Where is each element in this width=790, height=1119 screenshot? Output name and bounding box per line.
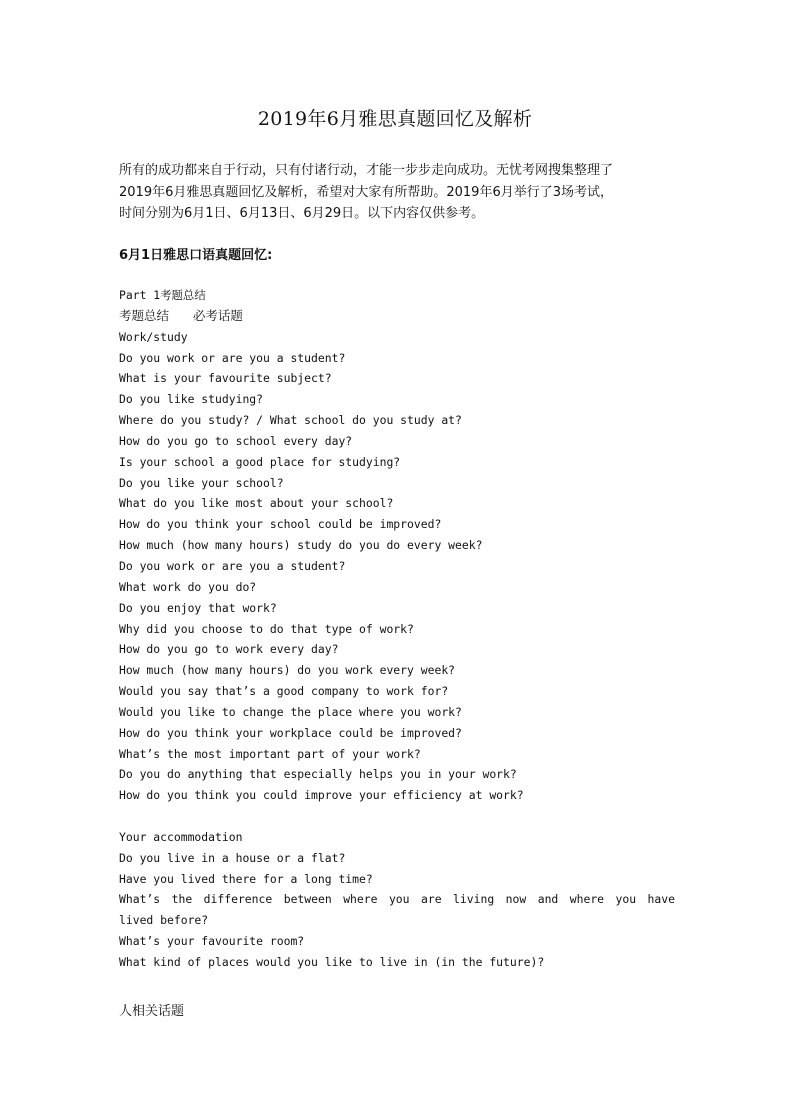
- blank-line: [119, 806, 675, 827]
- question-line: How do you think your workplace could be improved?: [119, 725, 462, 740]
- question-line: How do you think your school could be improved?: [119, 517, 442, 532]
- question-line: How much (how many hours) study do you do every week?: [119, 538, 483, 553]
- question-line: Where do you study? / What school do you study at?: [119, 413, 462, 428]
- question-line: What’s your favourite room?: [119, 934, 305, 949]
- question-line: How much (how many hours) do you work every week?: [119, 663, 456, 678]
- question-line: Do you work or are you a student?: [119, 350, 346, 365]
- question-line: Do you enjoy that work?: [119, 600, 277, 615]
- question-line: lived before?: [119, 913, 209, 928]
- intro-line: 时间分别为6月1日、6月13日、6月29日。以下内容仅供参考。: [119, 206, 485, 221]
- question-line: What is your favourite subject?: [119, 371, 332, 386]
- question-line: How do you go to work every day?: [119, 642, 339, 657]
- columns-label: 考题总结 必考话题: [119, 307, 243, 323]
- question-line: Do you like studying?: [119, 392, 264, 407]
- blank-line: [119, 973, 675, 994]
- question-line: Do you like your school?: [119, 475, 284, 490]
- question-line: What’s the difference between where you are living now and where you have: [119, 892, 675, 907]
- question-line: Have you lived there for a long time?: [119, 871, 373, 886]
- question-line: Is your school a good place for studying?: [119, 454, 401, 469]
- question-line: Would you like to change the place where you work?: [119, 704, 462, 719]
- part-label: Part 1考题总结: [119, 288, 206, 302]
- question-line: Do you work or are you a student?: [119, 558, 346, 573]
- question-line: Why did you choose to do that type of work?: [119, 621, 414, 636]
- question-line: What kind of places would you like to live in (in the future)?: [119, 955, 545, 969]
- topic-heading: Work/study: [119, 329, 188, 344]
- intro-paragraph: [119, 160, 679, 225]
- question-line: Would you say that’s a good company to work for?: [119, 684, 449, 699]
- question-list: [119, 285, 675, 1023]
- question-line: Do you live in a house or a flat?: [119, 850, 346, 865]
- question-line: What do you like most about your school?: [119, 496, 394, 511]
- topic-heading: Your accommodation: [119, 829, 243, 844]
- intro-line: 所有的成功都来自于行动，只有付诸行动，才能一步步走向成功。无忧考网搜集整理了: [119, 163, 614, 178]
- question-line: How do you go to school every day?: [119, 433, 353, 448]
- intro-line: 2019年6月雅思真题回忆及解析，希望对大家有所帮助。2019年6月举行了3场考试，: [119, 184, 613, 200]
- question-line: How do you think you could improve your efficiency at work?: [119, 788, 524, 803]
- page-title: 2019年6月雅思真题回忆及解析: [257, 108, 533, 130]
- question-line: What’s the most important part of your work?: [119, 746, 421, 761]
- section-heading: 6月1日雅思口语真题回忆:: [119, 248, 273, 263]
- question-line: Do you do anything that especially helps you in your work?: [119, 767, 517, 782]
- question-line: What work do you do?: [119, 579, 257, 594]
- next-topic-heading: 人相关话题: [119, 1003, 185, 1019]
